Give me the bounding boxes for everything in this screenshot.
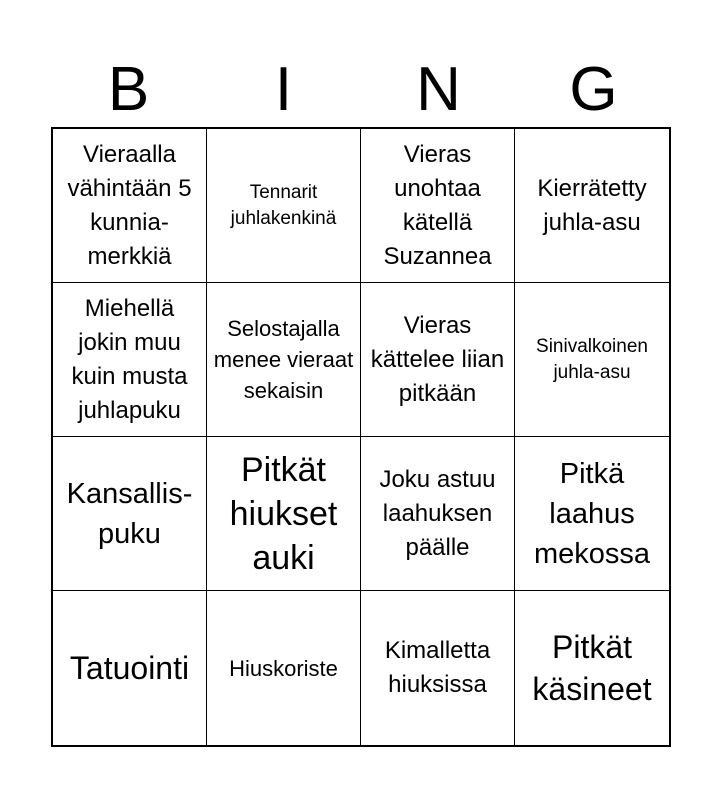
bingo-cell-16[interactable] <box>515 591 669 745</box>
bingo-cell-7[interactable] <box>361 283 515 437</box>
cell-text: Selostajalla menee vieraat sekaisin <box>213 316 354 403</box>
bingo-cell-6[interactable] <box>207 283 361 437</box>
cell-text: Kimalletta hiuksissa <box>384 637 491 698</box>
bingo-cell-13[interactable] <box>53 591 207 745</box>
cell-text: Sinivalkoinen juhla-asu <box>536 335 648 383</box>
header-letter-g: G <box>569 55 618 124</box>
bingo-cell-5[interactable] <box>53 283 207 437</box>
header-letter-n: N <box>416 55 461 124</box>
cell-text: Vieras kättelee liian pitkään <box>370 311 505 407</box>
cell-text: Kansallis-puku <box>66 477 193 550</box>
bingo-cell-8[interactable] <box>515 283 669 437</box>
bingo-cell-15[interactable] <box>361 591 515 745</box>
bingo-cell-12[interactable] <box>515 437 669 591</box>
bingo-cell-14[interactable] <box>207 591 361 745</box>
cell-text: Pitkät käsineet <box>532 629 652 707</box>
cell-text: Hiuskoriste <box>229 655 338 681</box>
bingo-cell-11[interactable] <box>361 437 515 591</box>
cell-text: Tatuointi <box>69 650 190 686</box>
bingo-cell-9[interactable] <box>53 437 207 591</box>
bingo-cell-10[interactable] <box>207 437 361 591</box>
cell-text: Kierrätetty juhla-asu <box>537 174 647 236</box>
cell-text: Tennarit juhlakenkinä <box>230 181 337 229</box>
header-letter-b: B <box>107 55 150 124</box>
cell-text: Vieraalla vähintään 5 kunnia-merkkiä <box>67 140 192 270</box>
header-letter-i: I <box>274 55 293 124</box>
cell-text: Miehellä jokin muu kuin musta juhlapuku <box>71 294 188 424</box>
bingo-cell-1[interactable] <box>53 129 207 283</box>
bingo-cell-3[interactable] <box>361 129 515 283</box>
cell-text: Vieras unohtaa kätellä Suzannea <box>383 140 492 270</box>
bingo-header <box>51 52 671 128</box>
cell-text: Pitkä laahus mekossa <box>533 457 651 570</box>
bingo-cell-4[interactable] <box>515 129 669 283</box>
cell-text: Joku astuu laahuksen päälle <box>379 465 496 561</box>
bingo-grid <box>51 127 671 747</box>
cell-text: Pitkät hiukset auki <box>229 450 338 577</box>
bingo-cell-2[interactable] <box>207 129 361 283</box>
